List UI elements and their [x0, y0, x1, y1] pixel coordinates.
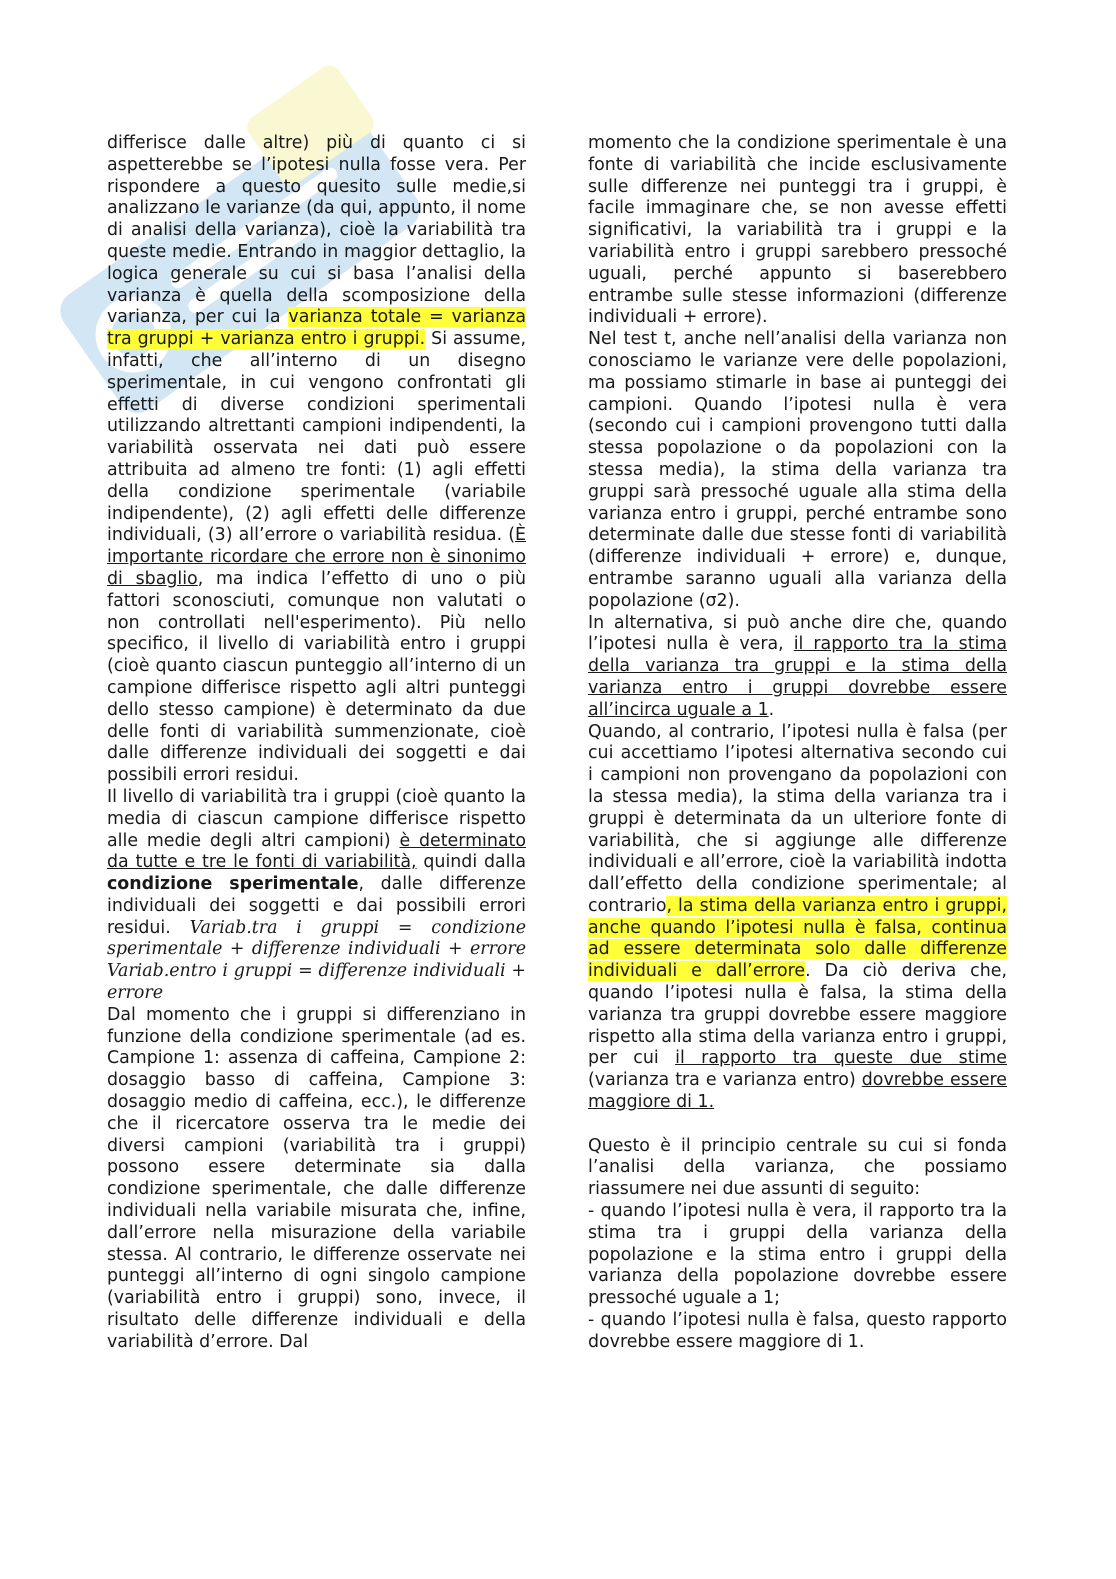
underlined-text: dovrebbe essere maggiore di 1. — [588, 1070, 1007, 1113]
left-column — [107, 133, 526, 1354]
text-run: Si assume, infatti, che all’interno di un disegno sperimentale, in cui vengono confrontati gli effetti di diverse condizioni sperimentali utilizzando altrettanti campioni indipendenti, la variabilità osservata nei dati può essere attribuita ad almeno tre fonti: (1) agli effetti della condizione sperimentale (variabile indipendente), (2) agli effetti delle differenze individuali, (3) all’errore o variabilità residua. ( — [107, 329, 526, 546]
text-run: . — [768, 699, 775, 720]
right-paragraph-6: - quando l’ipotesi nulla è vera, il rapporto tra la stima tra i gruppi della varianza della popolazione e la stima entro i gruppi della varianza della popolazione dovrebbe essere pressoché uguale a 1; — [588, 1201, 1007, 1309]
right-paragraph-1: momento che la condizione sperimentale è una fonte di variabilità che incide esclusivamente sulle differenze nei punteggi tra i gruppi, è facile immaginare che, se non avesse effetti significativi, la variabilità tra i gruppi e la variabilità entro i gruppi sarebbero pressoché uguali, perché appunto si baserebbero entrambe sulle stesse informazioni (differenze individuali + errore). — [588, 133, 1007, 328]
paragraph-gap — [588, 1114, 1007, 1136]
highlighted-text: varianza totale = varianza tra gruppi + varianza entro i gruppi. — [107, 307, 526, 350]
variance-formula: Variab.tra i gruppi = condizione sperimentale + differenze individuali + errore Variab.entro i gruppi = differenze individuali + errore — [107, 917, 526, 1004]
underlined-text: il rapporto tra queste due stime — [675, 1048, 1007, 1069]
left-paragraph-3: Dal momento che i gruppi si differenziano in funzione della condizione sperimentale (ad es. Campione 1: assenza di caffeina, Campione 2: dosaggio basso di caffeina, Campione 3: dosaggio medio di caffeina, ecc.), le differenze che il ricercatore osserva tra le medie dei diversi campioni (variabilità tra i gruppi) possono essere determinate sia dalla condizione sperimentale, che dalle differenze individuali nella variabile misurata che, infine, dall’errore nella misurazione della variabile stessa. Al contrario, le differenze osservate nei punteggi all’interno di ogni singolo campione (variabilità entro i gruppi) sono, invece, il risultato delle differenze individuali e della variabilità d’errore. Dal — [107, 1004, 526, 1352]
right-paragraph-5: Questo è il principio centrale su cui si fonda l’analisi della varianza, che possiamo riassumere nei due assunti di seguito: — [588, 1135, 1007, 1200]
left-paragraph-2 — [107, 787, 526, 1005]
text-run: In alternativa, si può anche dire che, quando l’ipotesi nulla è vera, — [588, 612, 1007, 655]
right-paragraph-7: - quando l’ipotesi nulla è falsa, questo rapporto dovrebbe essere maggiore di 1. — [588, 1310, 1007, 1352]
text-run: Quando, al contrario, l’ipotesi nulla è falsa (per cui accettiamo l’ipotesi alternativa secondo cui i campioni non provengano da popolazioni con la stessa media), la stima della varianza tra i gruppi è determinata da un ulteriore fonte di variabilità, che si aggiunge alle differenze individuali e all’errore, cioè la variabilità indotta dall’effetto della condizione sperimentale; al contrario — [588, 721, 1007, 916]
left-paragraph-1 — [107, 133, 526, 787]
text-run: . Da ciò deriva che, quando l’ipotesi nulla è falsa, la stima della varianza tra gruppi dovrebbe essere maggiore rispetto alla stima della varianza entro i gruppi, per cui — [588, 961, 1007, 1069]
right-paragraph-4 — [588, 722, 1007, 1114]
underlined-text: il rapporto tra la stima della varianza tra gruppi e la stima della varianza entro i gruppi dovrebbe essere all’incirca uguale a 1 — [588, 634, 1007, 720]
underlined-text: È importante ricordare che errore non è sinonimo di sbaglio — [107, 525, 526, 589]
text-run: , dalle differenze individuali dei soggetti e dai possibili errori residui. — [107, 874, 527, 938]
bold-text: condizione sperimentale — [107, 874, 359, 895]
text-run: , ma indica l’effetto di uno o più fattori sconosciuti, comunque non valutati o non controllati nell'esperimento). Più nello specifico, il livello di variabilità entro i gruppi (cioè quanto ciascun punteggio all’interno di un campione differisce rispetto agli altri punteggi dello stesso campione) è determinato da due delle fonti di variabilità summenzionate, cioè dalle differenze individuali dei soggetti e dai possibili errori residui. — [107, 568, 526, 786]
underlined-text: è determinato da tutte e tre le fonti di variabilità, — [107, 830, 526, 873]
right-paragraph-2: Nel test t, anche nell’analisi della varianza non conosciamo le varianze vere delle popolazioni, ma possiamo stimarle in base ai punteggi dei campioni. Quando l’ipotesi nulla è vera (secondo cui i campioni provengono tutti dalla stessa popolazione o da popolazioni con la stessa media), la stima della varianza tra gruppi sarà pressoché uguale alla stima della varianza entro i gruppi, perché entrambe sono determinate dalle due stesse fonti di variabilità (differenze individuali + errore) e, dunque, entrambe saranno uguali alla varianza della popolazione (σ2). — [588, 329, 1007, 611]
right-paragraph-3 — [588, 613, 1007, 722]
text-run: Il livello di variabilità tra i gruppi (cioè quanto la media di ciascun campione differisce rispetto alle medie degli altri campioni) — [107, 786, 526, 851]
text-run: quindi dalla — [416, 852, 527, 873]
right-column — [588, 133, 1007, 1354]
text-run: (varianza tra e varianza entro) — [588, 1070, 862, 1091]
highlighted-text: , la stima della varianza entro i gruppi, anche quando l’ipotesi nulla è falsa, continua ad essere determinata solo dalle differenze individuali e dall’errore — [588, 895, 1007, 982]
text-run: differisce dalle altre) più di quanto ci si aspetterebbe se l’ipotesi nulla fosse vera. Per rispondere a questo quesito sulle medie,si analizzano le varianze (da qui, appunto, il nome di analisi della varianza), cioè la variabilità tra queste medie. Entrando in maggior dettaglio, la logica generale su cui si basa l’analisi della varianza è quella della scomposizione della varianza, per cui la — [107, 133, 526, 328]
